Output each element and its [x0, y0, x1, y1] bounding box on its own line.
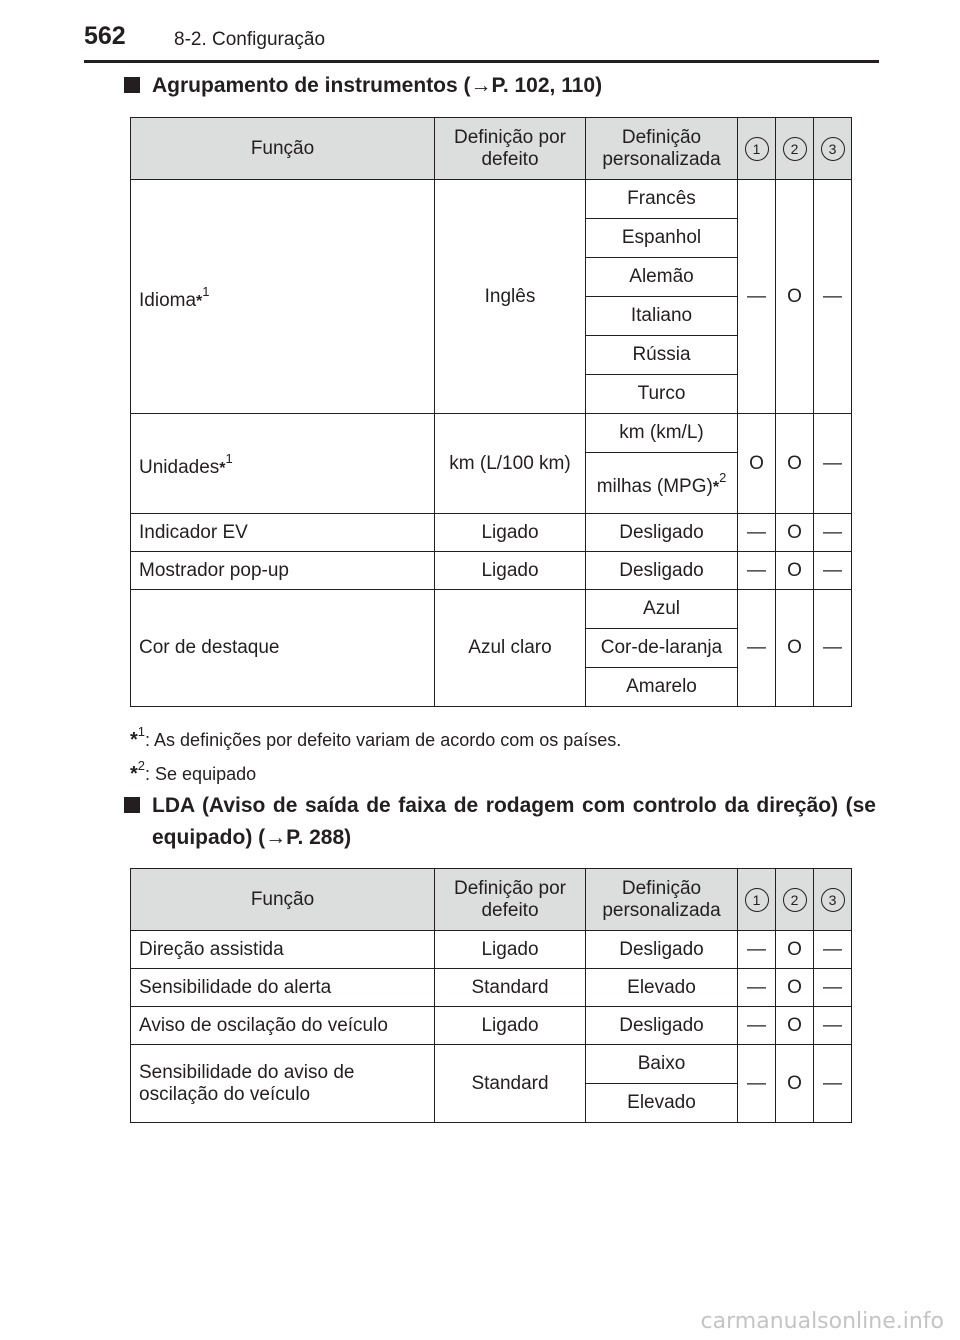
- custom-cell: Francês: [586, 180, 738, 219]
- col1-cell: —: [738, 969, 776, 1007]
- column-2: 2: [776, 869, 814, 931]
- col2-cell: O: [776, 414, 814, 514]
- col3-cell: —: [814, 552, 852, 590]
- default-cell: Inglês: [435, 180, 586, 414]
- custom-cell: Desligado: [586, 552, 738, 590]
- default-cell: km (L/100 km): [435, 414, 586, 514]
- function-cell: Cor de destaque: [131, 590, 435, 707]
- custom-cell: km (km/L): [586, 414, 738, 453]
- column-3: 3: [814, 118, 852, 180]
- custom-cell: Elevado: [586, 969, 738, 1007]
- function-cell: Indicador EV: [131, 514, 435, 552]
- default-cell: Azul claro: [435, 590, 586, 707]
- table-row: [131, 1007, 852, 1045]
- col1-cell: —: [738, 1007, 776, 1045]
- section-heading-instruments: Agrupamento de instrumentos (→P. 102, 110): [124, 70, 602, 102]
- default-cell: Ligado: [435, 1007, 586, 1045]
- custom-cell: Baixo: [586, 1045, 738, 1084]
- custom-cell: Alemão: [586, 258, 738, 297]
- col2-cell: O: [776, 1045, 814, 1123]
- table-row: [131, 514, 852, 552]
- lda-settings-table: [130, 868, 852, 1123]
- column-function: Função: [131, 869, 435, 931]
- arrow-icon: →: [265, 826, 287, 849]
- col3-cell: —: [814, 969, 852, 1007]
- custom-cell: Desligado: [586, 1007, 738, 1045]
- square-bullet-icon: [124, 797, 140, 813]
- watermark: carmanualsonline.info: [700, 1309, 944, 1334]
- chapter-title: 8-2. Configuração: [174, 29, 326, 50]
- col1-cell: —: [738, 1045, 776, 1123]
- col1-cell: —: [738, 514, 776, 552]
- function-cell: Sensibilidade do alerta: [131, 969, 435, 1007]
- column-1: 1: [738, 118, 776, 180]
- function-cell: Idioma*$^1$: [131, 180, 435, 414]
- table-row: [131, 414, 852, 453]
- table-row: [131, 180, 852, 219]
- custom-cell: Cor-de-laranja: [586, 629, 738, 668]
- custom-cell: Turco: [586, 375, 738, 414]
- arrow-icon: →: [470, 74, 492, 97]
- col3-cell: —: [814, 931, 852, 969]
- default-cell: Ligado: [435, 552, 586, 590]
- custom-cell: Desligado: [586, 931, 738, 969]
- col1-cell: —: [738, 552, 776, 590]
- column-function: Função: [131, 118, 435, 180]
- column-3: 3: [814, 869, 852, 931]
- table-row: [131, 1045, 852, 1084]
- col2-cell: O: [776, 590, 814, 707]
- col2-cell: O: [776, 969, 814, 1007]
- default-cell: Ligado: [435, 931, 586, 969]
- col2-cell: O: [776, 931, 814, 969]
- function-cell: Unidades*$^1$: [131, 414, 435, 514]
- header-divider: [84, 60, 879, 63]
- custom-cell: Amarelo: [586, 668, 738, 707]
- table-row: [131, 931, 852, 969]
- footnote-2: *$^2$: Se equipado: [130, 758, 257, 785]
- function-cell: Sensibilidade do aviso de oscilação do veículo: [131, 1045, 435, 1123]
- default-cell: Standard: [435, 969, 586, 1007]
- function-cell: Direção assistida: [131, 931, 435, 969]
- col1-cell: O: [738, 414, 776, 514]
- col3-cell: —: [814, 1007, 852, 1045]
- column-1: 1: [738, 869, 776, 931]
- table-row: [131, 969, 852, 1007]
- custom-cell: Rússia: [586, 336, 738, 375]
- column-2: 2: [776, 118, 814, 180]
- footnote-1: *$^1$: As definições por defeito variam de acordo com os países.: [130, 724, 622, 751]
- function-cell: Mostrador pop-up: [131, 552, 435, 590]
- section-heading-lda: LDA (Aviso de saída de faixa de rodagem com controlo da direção) (se equipado) (→P. 288): [124, 790, 876, 854]
- instruments-settings-table: [130, 117, 852, 707]
- col3-cell: —: [814, 514, 852, 552]
- column-default: Definição por defeito: [435, 118, 586, 180]
- col3-cell: —: [814, 1045, 852, 1123]
- table-row: [131, 590, 852, 629]
- custom-cell: milhas (MPG)*$^2$: [586, 453, 738, 514]
- column-custom: Definição personalizada: [586, 118, 738, 180]
- col2-cell: O: [776, 180, 814, 414]
- col3-cell: —: [814, 414, 852, 514]
- page-reference: P. 102, 110): [491, 74, 603, 97]
- col1-cell: —: [738, 590, 776, 707]
- custom-cell: Desligado: [586, 514, 738, 552]
- col2-cell: O: [776, 552, 814, 590]
- col3-cell: —: [814, 590, 852, 707]
- table-header-row: [131, 869, 852, 931]
- col1-cell: —: [738, 931, 776, 969]
- square-bullet-icon: [124, 77, 140, 93]
- function-cell: Aviso de oscilação do veículo: [131, 1007, 435, 1045]
- col1-cell: —: [738, 180, 776, 414]
- col2-cell: O: [776, 514, 814, 552]
- default-cell: Ligado: [435, 514, 586, 552]
- column-default: Definição por defeito: [435, 869, 586, 931]
- col3-cell: —: [814, 180, 852, 414]
- page-reference: P. 288): [286, 826, 352, 849]
- default-cell: Standard: [435, 1045, 586, 1123]
- custom-cell: Espanhol: [586, 219, 738, 258]
- custom-cell: Elevado: [586, 1084, 738, 1123]
- table-header-row: [131, 118, 852, 180]
- custom-cell: Azul: [586, 590, 738, 629]
- column-custom: Definição personalizada: [586, 869, 738, 931]
- custom-cell: Italiano: [586, 297, 738, 336]
- page-number: 562: [84, 22, 126, 50]
- col2-cell: O: [776, 1007, 814, 1045]
- table-row: [131, 552, 852, 590]
